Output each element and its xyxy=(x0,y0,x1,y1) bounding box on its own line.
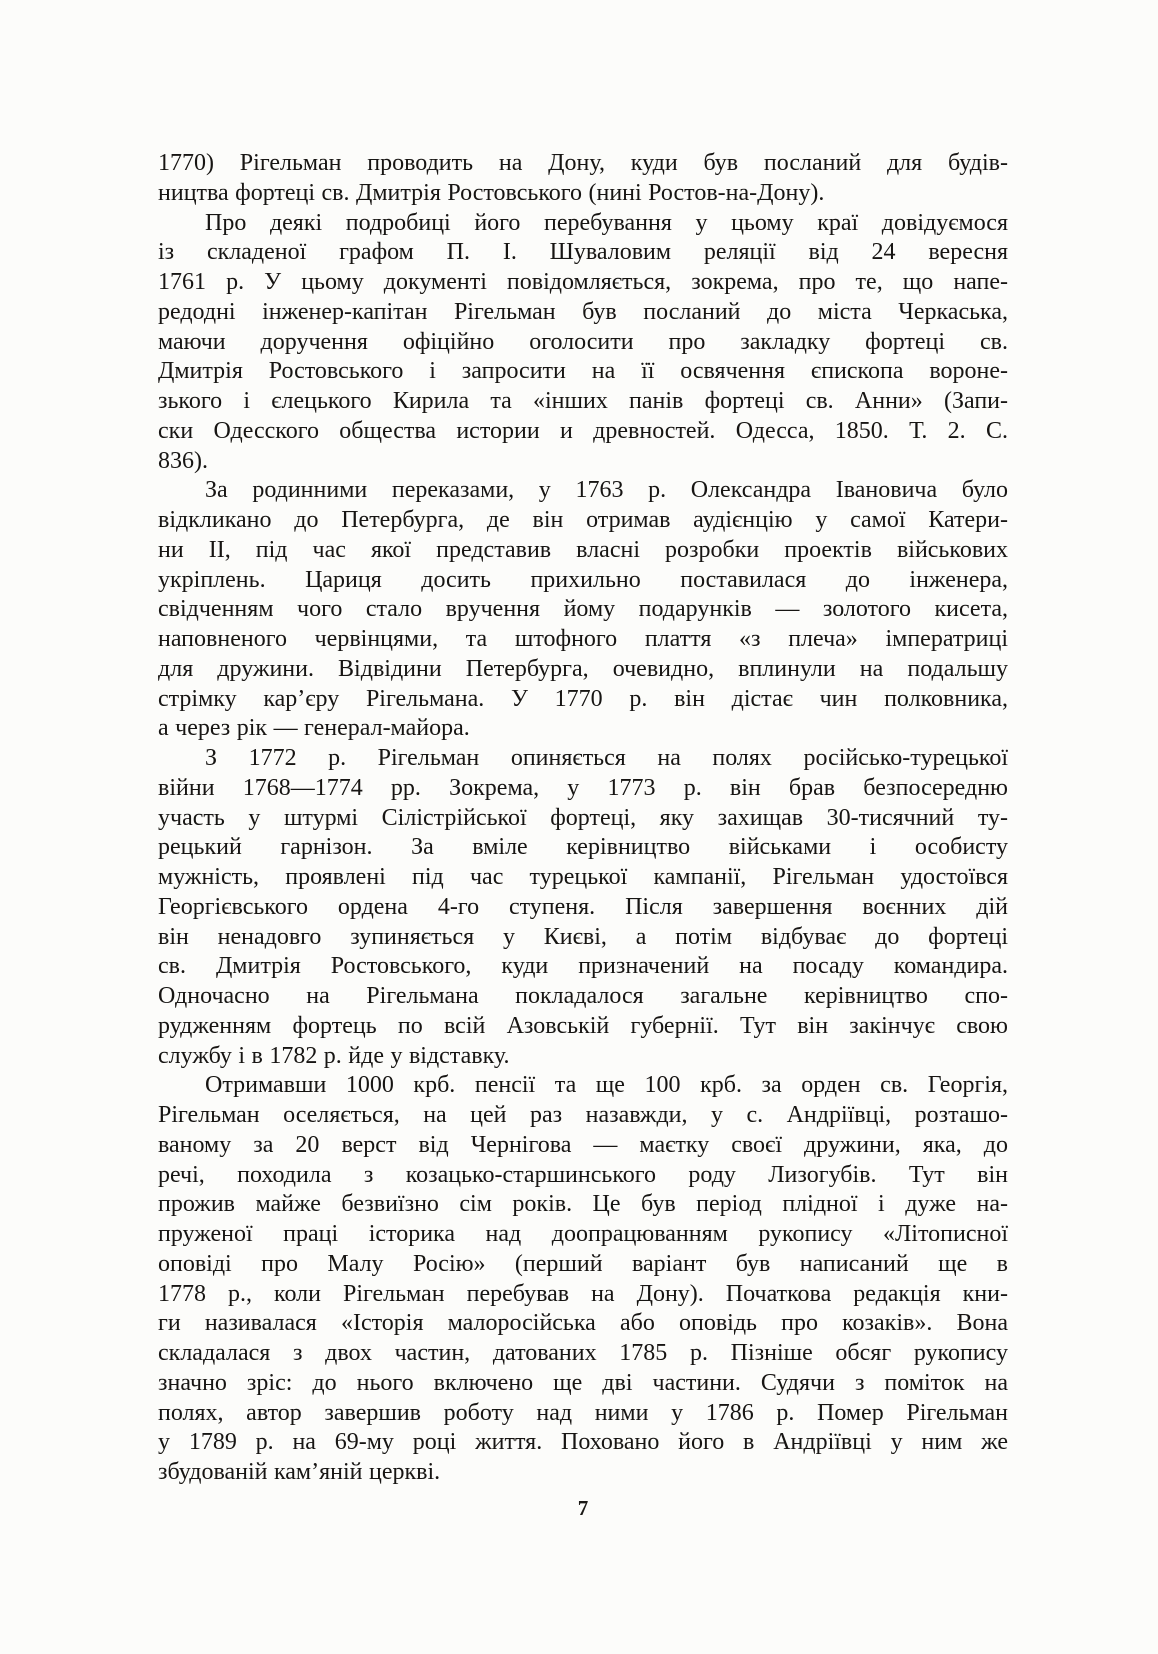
text-line: рудженням фортець по всій Азовській губернії. Тут він закінчує свою xyxy=(158,1012,1008,1039)
text-line: відкликано до Петербурга, де він отримав аудієнцію у самої Катери- xyxy=(158,507,1008,533)
text-block xyxy=(158,149,1008,1488)
text-line: із складеної графом П. І. Шуваловим реляції від 24 вересня xyxy=(158,239,1008,266)
paragraph xyxy=(158,149,1008,209)
text-line: складалася з двох частин, датованих 1785 р. Пізніше обсяг рукопису xyxy=(158,1340,1008,1366)
text-line: ваному за 20 верст від Чернігова — маєтку своєї дружини, яка, до xyxy=(158,1131,1008,1158)
text-line: участь у штурмі Сілістрійської фортеці, яку захищав 30-тисячний ту- xyxy=(158,804,1008,831)
text-line: у 1789 р. на 69-му році життя. Поховано його в Андріївці у ним же xyxy=(158,1429,1008,1456)
paragraph xyxy=(158,1071,1008,1488)
text-line: 836). xyxy=(158,447,208,474)
text-line: стрімку кар’єру Рігельмана. У 1770 р. він дістає чин полковника, xyxy=(158,685,1008,712)
text-line: Георгієвського ордена 4-го ступеня. Після завершення воєнних дій xyxy=(158,893,1008,920)
text-line: він ненадовго зупиняється у Києві, а потім відбуває до фортеці xyxy=(158,923,1008,950)
text-line: ництва фортеці св. Дмитрія Ростовського (нині Ростов-на-Дону). xyxy=(158,179,825,206)
text-line: рецький гарнізон. За вміле керівництво військами і особисту xyxy=(158,834,1008,861)
text-line: Дмитрія Ростовського і запросити на її освячення єпископа вороне- xyxy=(158,358,1008,385)
text-line: наповненого червінцями, та штофного плаття «з плеча» імператриці xyxy=(158,626,1008,652)
paragraph xyxy=(158,476,1008,744)
text-line: полях, автор завершив роботу над ними у 1786 р. Помер Рігельман xyxy=(158,1399,1008,1426)
text-line: прожив майже безвиїзно сім років. Це був період плідної і дуже на- xyxy=(158,1191,1008,1218)
text-line: 1761 р. У цьому документі повідомляється, зокрема, про те, що напе- xyxy=(158,269,1008,295)
text-line: Одночасно на Рігельмана покладалося загальне керівництво спо- xyxy=(158,983,1008,1009)
text-line: З 1772 р. Рігельман опиняється на полях російсько-турецької xyxy=(205,745,1008,771)
text-line: редодні інженер-капітан Рігельман був посланий до міста Черкаська, xyxy=(158,298,1008,325)
text-line: мужність, проявлені під час турецької кампанії, Рігельман удостоївся xyxy=(158,864,1008,890)
text-line: ни II, під час якої представив власні розробки проектів військових xyxy=(158,536,1008,563)
text-line: службу і в 1782 р. йде у відставку. xyxy=(158,1042,510,1069)
text-line: маючи доручення офіційно оголосити про закладку фортеці св. xyxy=(158,328,1008,355)
text-line: ги називалася «Історія малоросійська або оповідь про козаків». Вона xyxy=(158,1310,1008,1337)
paragraph xyxy=(158,209,1008,477)
text-line: значно зріс: до нього включено ще дві частини. Судячи з поміток на xyxy=(158,1369,1008,1396)
text-line: збудованій кам’яній церкві. xyxy=(158,1459,441,1485)
text-line: війни 1768—1774 рр. Зокрема, у 1773 р. він брав безпосередню xyxy=(158,774,1008,801)
text-line: укріплень. Цариця досить прихильно поставилася до інженера, xyxy=(158,566,1008,593)
text-line: ски Одесского общества истории и древностей. Одесса, 1850. Т. 2. С. xyxy=(158,417,1008,444)
text-line: речі, походила з козацько-старшинського роду Лизогубів. Тут він xyxy=(158,1161,1008,1188)
text-line: За родинними переказами, у 1763 р. Олександра Івановича було xyxy=(205,477,1008,504)
text-line: 1778 р., коли Рігельман перебував на Дону). Початкова редакція кни- xyxy=(158,1280,1008,1307)
text-line: пруженої праці історика над доопрацюванням рукопису «Літописної xyxy=(158,1221,1008,1247)
page-number: 7 xyxy=(577,1496,589,1520)
text-line: оповіді про Малу Росію» (перший варіант був написаний ще в xyxy=(158,1250,1008,1277)
text-line: свідченням чого стало вручення йому подарунків — золотого кисета, xyxy=(158,596,1008,623)
text-line: 1770) Рігельман проводить на Дону, куди був посланий для будів- xyxy=(158,150,1008,176)
text-line: Про деякі подробиці його перебування у цьому краї довідуємося xyxy=(205,209,1008,236)
text-line: Отримавши 1000 крб. пенсії та ще 100 крб. за орден св. Георгія, xyxy=(205,1072,1008,1099)
text-line: а через рік — генерал-майора. xyxy=(158,715,470,742)
text-line: Рігельман оселяється, на цей раз назавжди, у с. Андріївці, розташо- xyxy=(158,1102,1008,1128)
text-line: зького і єлецького Кирила та «інших панів фортеці св. Анни» (Запи- xyxy=(158,388,1008,414)
text-line: св. Дмитрія Ростовського, куди призначений на посаду командира. xyxy=(158,953,1008,980)
text-line: для дружини. Відвідини Петербурга, очевидно, вплинули на подальшу xyxy=(158,655,1008,682)
paragraph xyxy=(158,744,1008,1071)
